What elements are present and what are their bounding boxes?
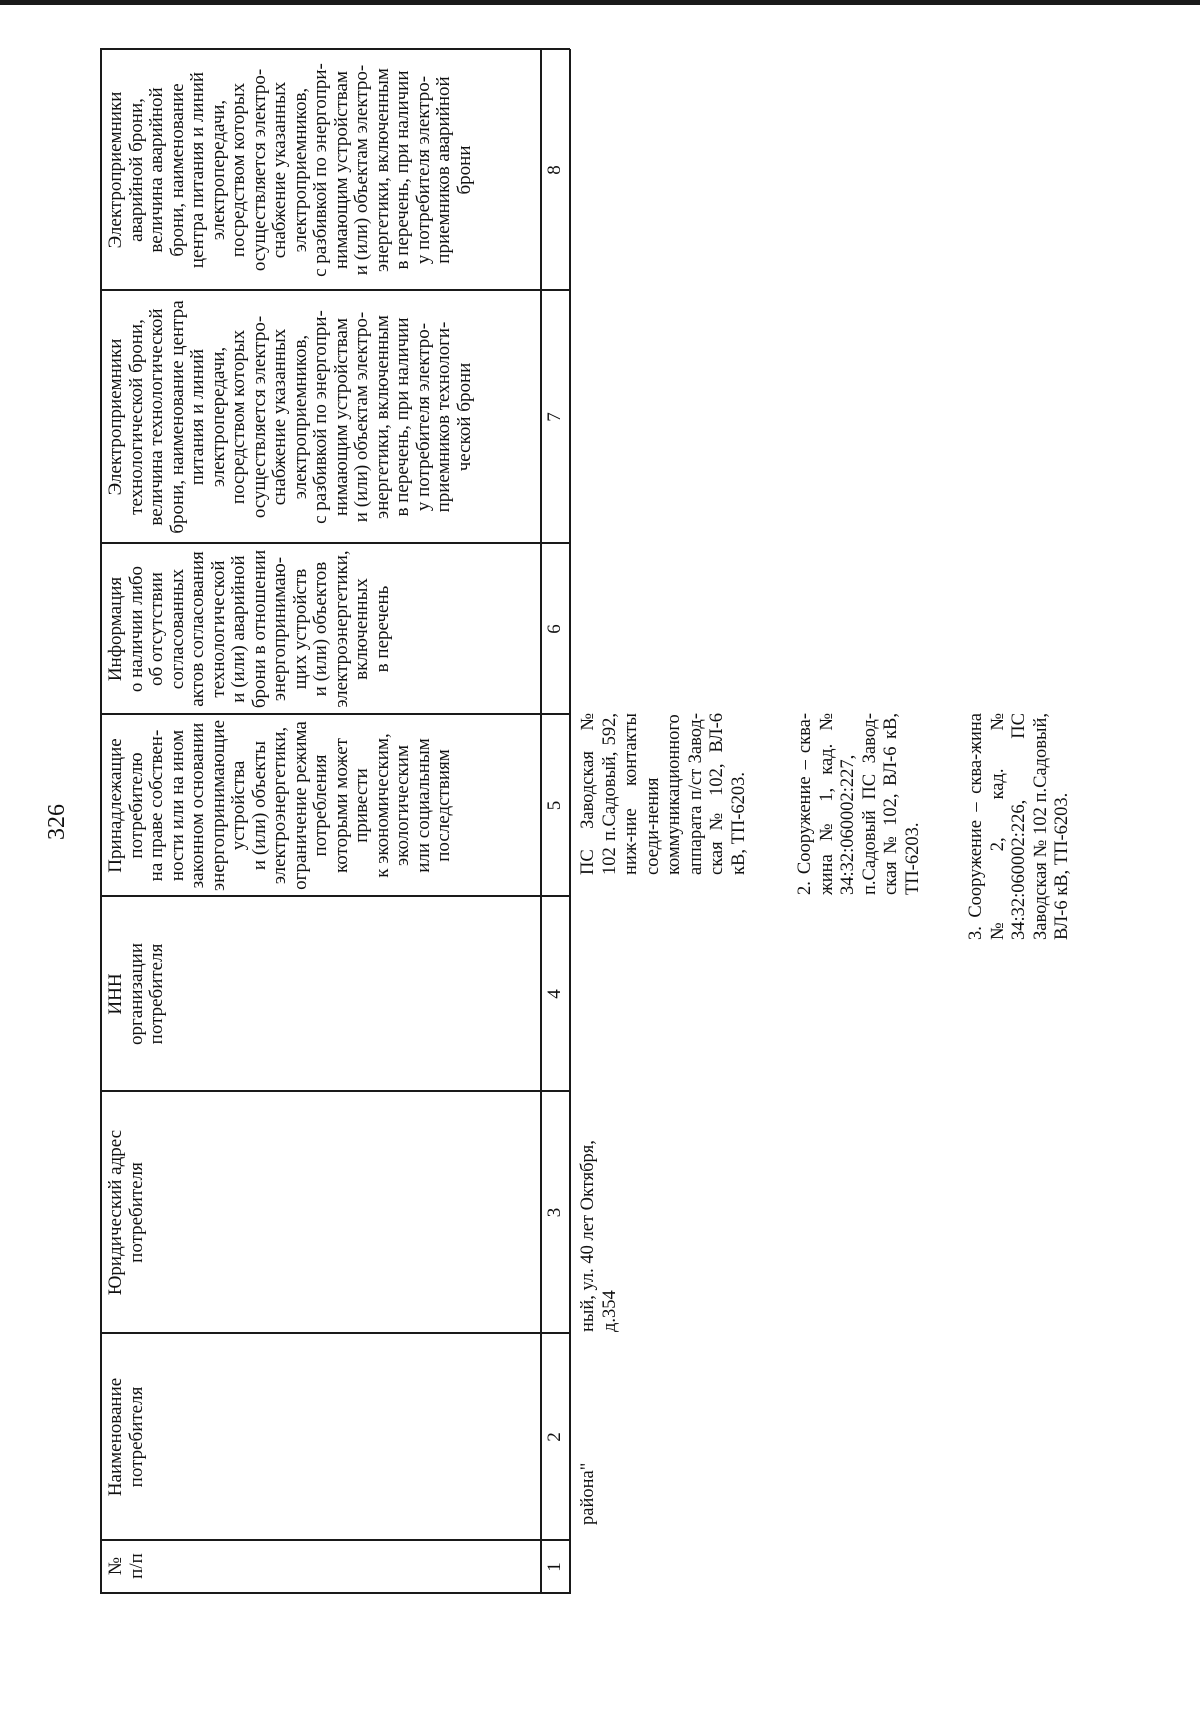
col-line [100,1592,570,1594]
column-number: 6 [544,624,565,634]
column-number: 7 [544,412,565,422]
rotated-table [100,47,1200,1596]
page-number: 326 [44,804,70,840]
column-number: 8 [544,165,565,175]
col-line [100,1539,570,1541]
object-entry-3: 3. Сооружение – сква-жина № 2, кад. № 34:32:060002:226, ПС Заводская № 102 п.Садовый, ВЛ-6 кВ, ТП-6203. [966,713,1072,940]
header-emergency-reserve: Электроприемники аварийной брони, величина аварийной брони, наименование центра питания и линий электропередачи, посредством которых осуществляется электро- снабжение указанных электроприемников, с разбивкой по энергопри- нимающим устройствам и (или) объектам электро- энергетики, включенным в перечень, при наличии у потребителя электро- приемников аварийной брони [105,63,475,277]
legal-address-continued: ный, ул. 40 лет Октября, д.354 [578,1140,620,1332]
object-entry-2: 2. Сооружение – сква-жина № 1, кад. № 34:32:060002:227, п.Садовый ПС Завод-ская № 102, ВЛ-6 кВ, ТП-6203. [795,713,923,895]
column-number: 4 [544,989,565,999]
column-number: 5 [544,800,565,811]
col-line [100,1332,570,1334]
column-number: 1 [544,1562,565,1572]
column-number: 2 [544,1432,565,1442]
header-consumer-name: Наименование потребителя [105,1377,147,1497]
column-number: 3 [544,1207,565,1218]
header-owned-devices: Принадлежащие потребителю на праве собствен- ности или на ином законном основании энергопринимающие устройства и (или) объекты электроэнергетики, ограничение режима потребления которыми может привести к экономическим, экологическим или социальным последствиям [105,720,454,891]
page-top-border [0,0,1200,5]
header-inn: ИНН организации потребителя [105,943,167,1046]
header-technological-reserve: Электроприемники технологической брони, величина технологической брони, наименование центра питания и линий электропередачи, посредством которых осуществляется электро- снабжение указанных электроприемников, с разбивкой по энергопри- нимающим устройствам и (или) объектам электро- энергетики, включенным в перечень, при наличии у потребителя электро- приемников технологи- ческой брони [105,300,475,534]
col-line [100,1090,570,1092]
header-legal-address: Юридический адрес потребителя [105,1129,147,1296]
consumer-name-continued: района" [578,1462,598,1525]
numbers-bottom-rule [569,49,571,1594]
header-agreement-info: Информация о наличии либо об отсутствии согласованных актов согласования технологической и (или) аварийной брони в отношении энергопринимаю- щих устройств и (или) объектов электроэнергетики, включенных в перечень [105,549,393,709]
header-bottom-rule [540,49,542,1594]
table-top-rule [100,49,102,1594]
header-index: № п/п [105,1553,147,1579]
object-entry-1: ПС Заводская № 102 п.Садовый, 592, ниж-ние контакты соеди-нения коммуникационного аппарата п/ст Завод-ская № 102, ВЛ-6 кВ, ТП-6203. [578,713,749,875]
